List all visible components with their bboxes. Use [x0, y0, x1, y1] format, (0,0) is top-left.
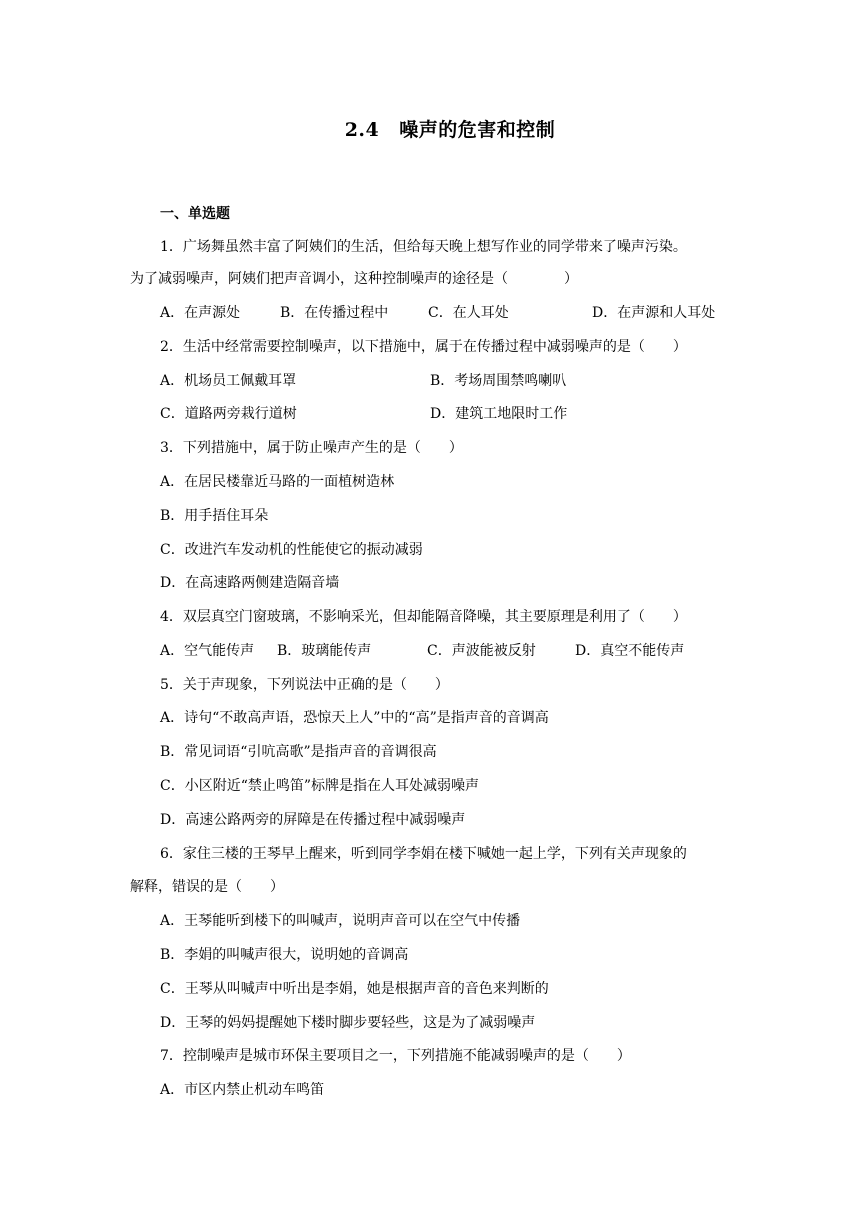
question-2-option-b: B．考场周围禁鸣喇叭: [430, 373, 567, 389]
question-1-stem-continued: 为了减弱噪声，阿姨们把声音调小，这种控制噪声的途径是（ ）: [130, 271, 578, 287]
question-1-option-d: D．在声源和人耳处: [592, 305, 716, 321]
question-1-option-c: C．在人耳处: [428, 305, 509, 321]
title-number: 2.4: [344, 119, 380, 141]
question-1-options: [160, 304, 715, 322]
section-heading: 一、单选题: [160, 206, 230, 222]
page-title: [0, 115, 860, 142]
question-6-option-c: C．王琴从叫喊声中听出是李娟，她是根据声音的音色来判断的: [160, 981, 549, 997]
question-7-option-a: A．市区内禁止机动车鸣笛: [160, 1082, 325, 1098]
question-3-option-c: C．改进汽车发动机的性能使它的振动减弱: [160, 542, 423, 558]
question-2-option-d: D．建筑工地限时工作: [430, 406, 568, 422]
question-4-options: [160, 642, 684, 660]
question-7-stem: 7．控制噪声是城市环保主要项目之一，下列措施不能减弱噪声的是（ ）: [160, 1048, 631, 1064]
question-5-option-c: C．小区附近“禁止鸣笛”标牌是指在人耳处减弱噪声: [160, 778, 480, 794]
question-2-option-a: A．机场员工佩戴耳罩: [160, 373, 297, 389]
question-6-stem-continued: 解释，错误的是（ ）: [130, 879, 284, 895]
question-2-option-c: C．道路两旁栽行道树: [160, 406, 297, 422]
question-5-option-d: D．高速公路两旁的屏障是在传播过程中减弱噪声: [160, 812, 466, 828]
question-6-stem: 6．家住三楼的王琴早上醒来，听到同学李娟在楼下喊她一起上学，下列有关声现象的: [160, 846, 687, 862]
question-4-option-d: D．真空不能传声: [575, 643, 685, 659]
question-6-option-b: B．李娟的叫喊声很大，说明她的音调高: [160, 947, 409, 963]
question-5-stem: 5．关于声现象，下列说法中正确的是（ ）: [160, 677, 449, 693]
question-1-stem: 1．广场舞虽然丰富了阿姨们的生活，但给每天晚上想写作业的同学带来了噪声污染。: [160, 239, 687, 255]
question-3-option-b: B．用手捂住耳朵: [160, 508, 269, 524]
question-4-option-c: C．声波能被反射: [427, 643, 536, 659]
question-3-stem: 3．下列措施中，属于防止噪声产生的是（ ）: [160, 440, 463, 456]
question-6-option-d: D．王琴的妈妈提醒她下楼时脚步要轻些，这是为了减弱噪声: [160, 1015, 536, 1031]
question-1-option-b: B．在传播过程中: [280, 305, 389, 321]
question-4-option-b: B．玻璃能传声: [277, 643, 372, 659]
question-5-option-a: A．诗句“不敢高声语，恐惊天上人”中的“高”是指声音的音调高: [160, 710, 549, 726]
question-5-option-b: B．常见词语“引吭高歌”是指声音的音调很高: [160, 744, 437, 760]
question-1-option-a: A．在声源处: [160, 305, 241, 321]
question-6-option-a: A．王琴能听到楼下的叫喊声，说明声音可以在空气中传播: [160, 913, 521, 929]
question-2-stem: 2．生活中经常需要控制噪声，以下措施中，属于在传播过程中减弱噪声的是（ ）: [160, 339, 687, 355]
question-4-stem: 4．双层真空门窗玻璃，不影响采光，但却能隔音降噪，其主要原理是利用了（ ）: [160, 609, 687, 625]
question-3-option-d: D．在高速路两侧建造隔音墙: [160, 575, 340, 591]
title-text: 噪声的危害和控制: [399, 119, 556, 141]
question-4-option-a: A．空气能传声: [160, 643, 255, 659]
question-3-option-a: A．在居民楼靠近马路的一面植树造林: [160, 474, 395, 490]
